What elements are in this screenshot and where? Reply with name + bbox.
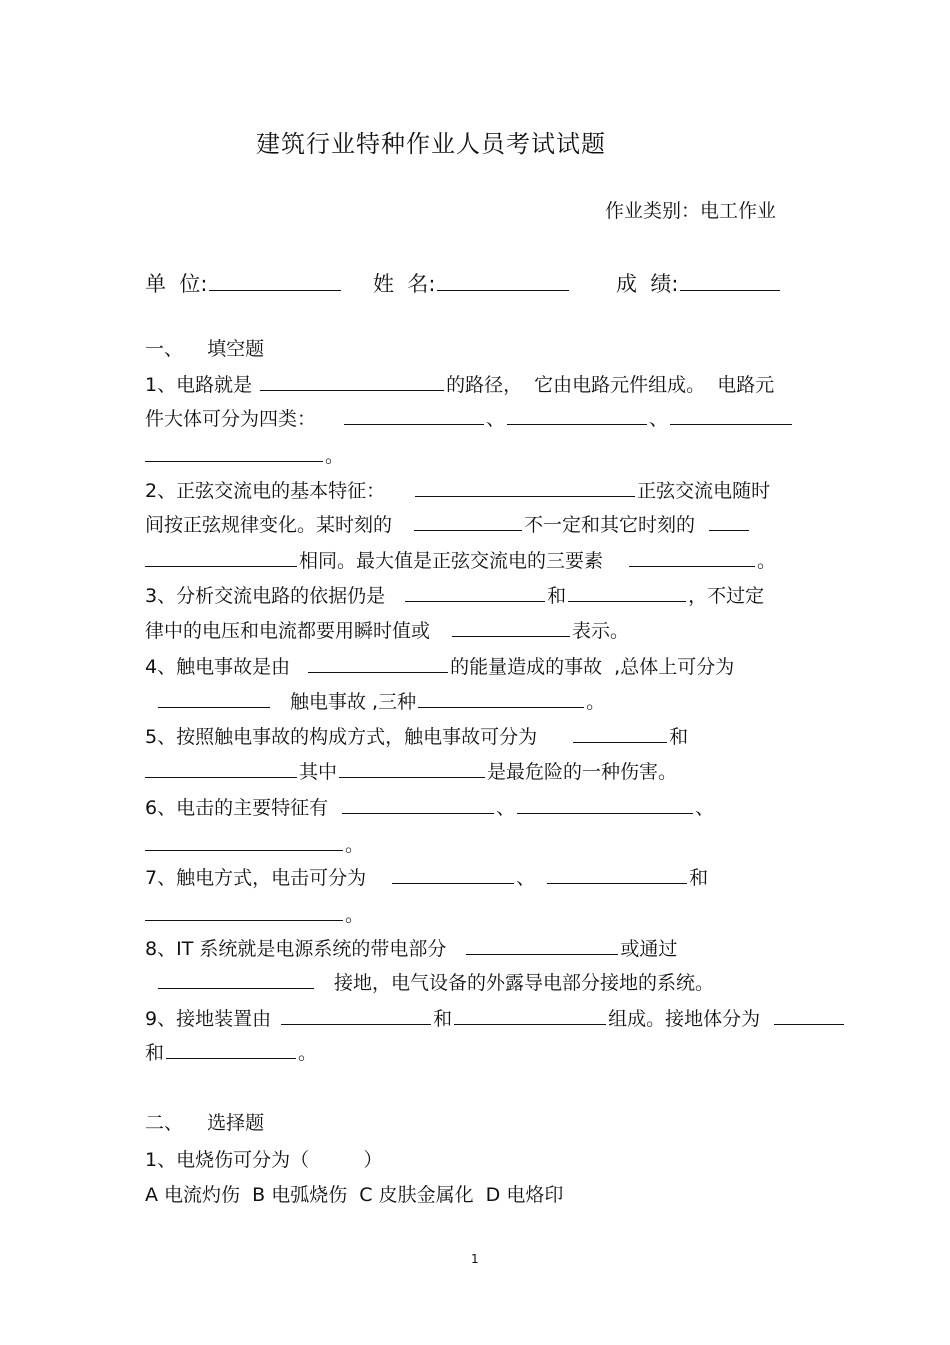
score-blank[interactable]	[680, 264, 780, 291]
q7-blank-2[interactable]	[547, 865, 687, 884]
q9-text-a: 9、接地装置由	[145, 1008, 272, 1030]
q8-text-c: 接地，电气设备的外露导电部分接地的系统。	[334, 972, 715, 994]
q5-text-b: 和	[669, 726, 689, 748]
q1-text-a: 1、电路就是	[145, 374, 253, 396]
q6-blank-2[interactable]	[517, 795, 693, 814]
q7-blank-1[interactable]	[392, 865, 514, 884]
q3-line2	[145, 618, 629, 644]
q3-text-c: ，不过定	[688, 585, 765, 607]
q6-end: 。	[345, 834, 365, 856]
q7-sep1: 、	[516, 867, 536, 889]
q2-blank-5[interactable]	[629, 548, 755, 567]
q1-text-c: 件大体可分为四类：	[145, 408, 317, 430]
q6-line1	[145, 795, 714, 821]
q4-text-c: 触电事故 ,三种	[290, 691, 417, 713]
q5-line1	[145, 724, 688, 750]
q2-end: 。	[757, 550, 777, 572]
q4-line1	[145, 654, 734, 680]
q7-text-a: 7、触电方式，电击可分为	[145, 867, 367, 889]
s2-q1-options: A 电流灼伤 B 电弧烧伤 C 皮肤金属化 D 电烙印	[145, 1184, 564, 1206]
q9-blank-2[interactable]	[454, 1006, 606, 1025]
q9-blank-4[interactable]	[166, 1040, 296, 1059]
name-blank[interactable]	[437, 264, 569, 291]
q8-line1	[145, 936, 677, 962]
unit-field	[145, 264, 343, 298]
score-field	[616, 264, 782, 298]
page-number: 1	[471, 1252, 479, 1266]
q1-blank-5[interactable]	[145, 443, 323, 462]
page-title: 建筑行业特种作业人员考试试题	[256, 130, 606, 158]
q2-line1	[145, 478, 770, 504]
q4-blank-3[interactable]	[418, 689, 584, 708]
job-category: 作业类别：电工作业	[605, 200, 777, 222]
section1-heading: 一、 填空题	[145, 338, 265, 360]
q5-text-d: 是最危险的一种伤害。	[487, 761, 678, 783]
q2-blank-1[interactable]	[415, 478, 635, 497]
q1-line2	[145, 406, 794, 432]
q1-blank-1[interactable]	[260, 372, 444, 391]
q4-line2	[158, 689, 605, 715]
q2-blank-3[interactable]	[709, 512, 749, 531]
q8-text-a: 8、IT 系统就是电源系统的带电部分	[145, 938, 447, 960]
q5-blank-3[interactable]	[339, 759, 485, 778]
q6-sep2: 、	[695, 797, 715, 819]
q7-line2	[145, 902, 364, 928]
unit-label: 单 位:	[145, 272, 208, 296]
q9-blank-3[interactable]	[774, 1006, 844, 1025]
q2-line2	[145, 512, 751, 538]
q6-text-a: 6、电击的主要特征有	[145, 797, 329, 819]
q1-blank-2[interactable]	[344, 406, 484, 425]
q9-line1	[145, 1006, 846, 1032]
section2-heading: 二、 选择题	[145, 1112, 265, 1134]
q4-text-b: 的能量造成的事故 ,总体上可分为	[450, 656, 735, 678]
q2-line3	[145, 548, 776, 574]
q2-text-a: 2、正弦交流电的基本特征：	[145, 480, 386, 502]
q9-text-b: 和	[433, 1008, 453, 1030]
q6-sep1: 、	[496, 797, 516, 819]
q1-line3	[145, 443, 344, 469]
s2-q1: 1、电烧伤可分为（ ）	[145, 1149, 383, 1171]
q1-end: 。	[325, 445, 345, 467]
q4-text-a: 4、触电事故是由	[145, 656, 291, 678]
q1-sep1: 、	[486, 408, 506, 430]
q8-blank-1[interactable]	[466, 936, 618, 955]
q7-line1	[145, 865, 708, 891]
q2-text-e: 相同。最大值是正弦交流电的三要素	[299, 550, 604, 572]
q3-text-a: 3、分析交流电路的依据仍是	[145, 585, 386, 607]
q7-text-b: 和	[689, 867, 709, 889]
name-field	[373, 264, 571, 298]
q3-text-b: 和	[547, 585, 567, 607]
unit-blank[interactable]	[209, 264, 341, 291]
q3-text-e: 表示。	[572, 620, 630, 642]
q1-line1	[145, 372, 774, 398]
q3-blank-1[interactable]	[405, 583, 545, 602]
q9-text-c: 组成。接地体分为	[608, 1008, 761, 1030]
q3-line1	[145, 583, 764, 609]
q1-blank-4[interactable]	[670, 406, 792, 425]
q6-blank-3[interactable]	[145, 832, 343, 851]
score-label: 成 绩:	[616, 272, 679, 296]
q9-end: 。	[298, 1042, 318, 1064]
q3-blank-3[interactable]	[452, 618, 570, 637]
q1-text-b: 的路径， 它由电路元件组成。 电路元	[446, 374, 775, 396]
q9-blank-1[interactable]	[281, 1006, 431, 1025]
q1-blank-3[interactable]	[507, 406, 647, 425]
q8-text-b: 或通过	[620, 938, 678, 960]
q6-blank-1[interactable]	[342, 795, 494, 814]
q5-text-a: 5、按照触电事故的构成方式，触电事故可分为	[145, 726, 538, 748]
q8-line2	[158, 970, 714, 996]
q2-text-b: 正弦交流电随时	[637, 480, 771, 502]
q6-line2	[145, 832, 364, 858]
q9-line2	[145, 1040, 317, 1066]
q2-blank-4[interactable]	[145, 548, 297, 567]
q9-text-d: 和	[145, 1042, 165, 1064]
q7-end: 。	[345, 904, 365, 926]
q5-blank-1[interactable]	[573, 724, 667, 743]
q3-blank-2[interactable]	[568, 583, 686, 602]
q5-text-c: 其中	[299, 761, 338, 783]
q2-text-d: 不一定和其它时刻的	[524, 514, 696, 536]
q5-blank-2[interactable]	[145, 759, 297, 778]
q5-line2	[145, 759, 677, 785]
q8-blank-2[interactable]	[158, 970, 314, 989]
q4-end: 。	[586, 691, 606, 713]
q1-sep2: 、	[649, 408, 669, 430]
q2-blank-2[interactable]	[414, 512, 522, 531]
q7-blank-3[interactable]	[145, 902, 343, 921]
q4-blank-1[interactable]	[308, 654, 448, 673]
q3-text-d: 律中的电压和电流都要用瞬时值或	[145, 620, 431, 642]
name-label: 姓 名:	[373, 272, 436, 296]
q2-text-c: 间按正弦规律变化。某时刻的	[145, 514, 393, 536]
q4-blank-2[interactable]	[158, 689, 270, 708]
